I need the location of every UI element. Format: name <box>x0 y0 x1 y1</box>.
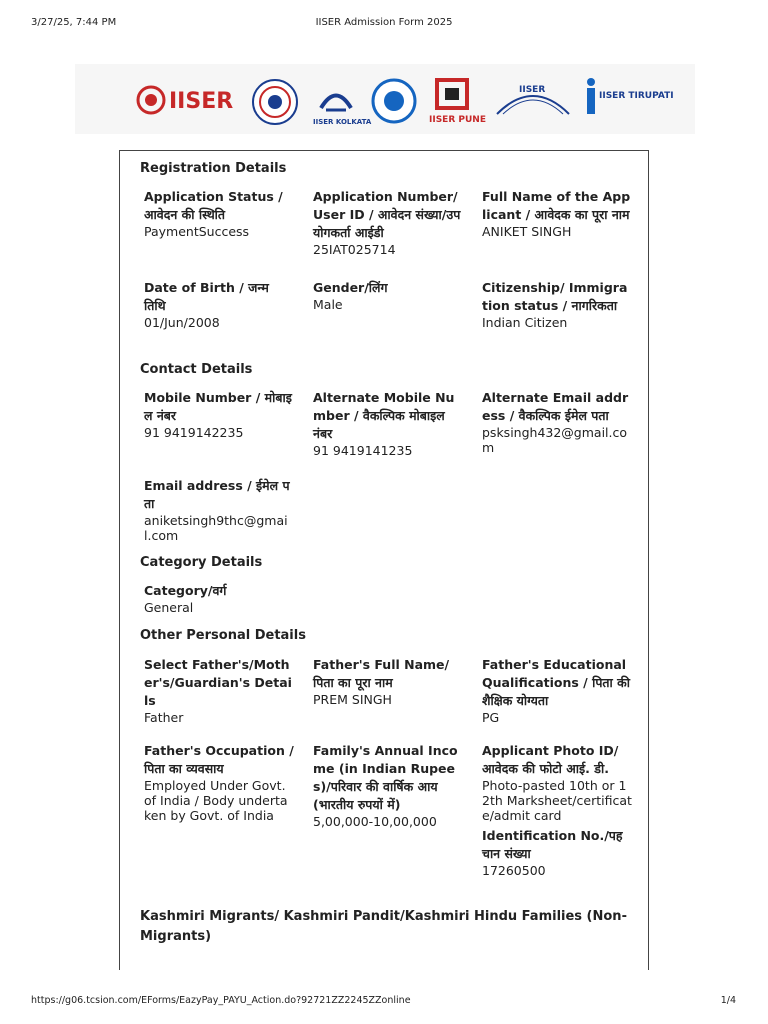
field-value: PG <box>482 710 500 725</box>
section-kashmiri-title: Kashmiri Migrants/ Kashmiri Pandit/Kashmiri Hindu Families (Non-Migrants) <box>140 909 627 944</box>
print-title: IISER Admission Form 2025 <box>315 17 453 28</box>
field-value: Photo-pasted 10th or 12th Marksheet/certificate/admit card <box>482 778 632 823</box>
field-date-of-birth <box>144 279 294 330</box>
field-label: Mobile Number / मोबाइल नंबर <box>144 390 292 423</box>
field-value: PaymentSuccess <box>144 224 250 239</box>
field-father-occupation <box>144 742 294 823</box>
field-category <box>144 582 294 615</box>
field-photo-id <box>482 742 632 878</box>
section-registration-title: Registration Details <box>140 161 287 176</box>
field-annual-income <box>313 742 463 829</box>
logo-7-text: IISER TIRUPATI <box>599 91 674 101</box>
field-label: Applicant Photo ID/ आवेदक की फोटो आई. डी. <box>482 743 619 776</box>
field-label: Family's Annual Income (in Indian Rupees)/परिवार की वार्षिक आय (भारतीय रुपयों में) <box>313 743 458 812</box>
field-value: aniketsingh9thc@gmail.com <box>144 513 288 543</box>
field-value: Employed Under Govt. of India / Body undertaken by Govt. of India <box>144 778 288 823</box>
field-label: Application Number/User ID / आवेदन संख्या/उपयोगकर्ता आईडी <box>313 189 461 240</box>
field-email <box>144 477 294 543</box>
field-label: Gender/लिंग <box>313 280 388 295</box>
field-value: Father <box>144 710 184 725</box>
page-number: 1/4 <box>720 995 736 1006</box>
field-label: Email address / ईमेल पता <box>144 478 290 511</box>
field-value: ANIKET SINGH <box>482 224 572 239</box>
registration-form <box>119 150 649 970</box>
field-label: Alternate Email address / वैकल्पिक ईमेल पता <box>482 390 629 423</box>
section-contact-title: Contact Details <box>140 362 253 377</box>
iiser-mohali-logo <box>371 78 417 128</box>
field-value: 91 9419142235 <box>144 425 244 440</box>
field-value: General <box>144 600 194 615</box>
field-mobile <box>144 389 294 440</box>
field-application-number <box>313 188 463 257</box>
iiser-pune-logo <box>427 74 486 130</box>
field-value: Indian Citizen <box>482 315 568 330</box>
print-datetime: 3/27/25, 7:44 PM <box>31 17 117 28</box>
field-father-education <box>482 656 632 725</box>
field-value: 91 9419141235 <box>313 443 413 458</box>
field-value: psksingh432@gmail.com <box>482 425 628 455</box>
iiser-kolkata-logo <box>311 78 372 130</box>
field-label: Citizenship/ Immigration status / नागरिकता <box>482 280 628 313</box>
field-guardian-select <box>144 656 294 725</box>
logo-5-text: IISER PUNE <box>429 115 486 125</box>
iiser-tirupati-logo <box>581 74 674 128</box>
logo-1-text: IISER <box>169 89 234 114</box>
field-label: Father's Educational Qualifications / पिता की शैक्षिक योग्यता <box>482 657 630 708</box>
field-value: PREM SINGH <box>313 692 392 707</box>
field-father-name <box>313 656 463 707</box>
field-alternate-mobile <box>313 389 463 458</box>
field-label: Select Father's/Mother's/Guardian's Details <box>144 657 292 708</box>
logo-3-text: IISER KOLKATA <box>313 118 372 126</box>
field-value: Male <box>313 297 343 312</box>
field-label: Category/वर्ग <box>144 583 227 598</box>
field-label: Application Status / आवेदन की स्थिति <box>144 189 283 222</box>
iiser-seal-logo <box>251 78 299 130</box>
institute-logos-banner <box>75 64 695 134</box>
field-label: Alternate Mobile Number / वैकल्पिक मोबाइल नंबर <box>313 390 455 441</box>
field-full-name <box>482 188 632 239</box>
field-label: Date of Birth / जन्म तिथि <box>144 280 269 313</box>
section-other-title: Other Personal Details <box>140 628 306 643</box>
field-id-number-label: Identification No./पहचान संख्या <box>482 828 623 861</box>
field-application-status <box>144 188 294 239</box>
field-value: 25IAT025714 <box>313 242 396 257</box>
field-label: Full Name of the Applicant / आवेदक का पूरा नाम <box>482 189 631 222</box>
print-url: https://g06.tcsion.com/EForms/EazyPay_PAYU_Action.do?92721ZZ2245ZZonline <box>31 995 411 1006</box>
field-id-number-value: 17260500 <box>482 863 546 878</box>
field-citizenship <box>482 279 632 330</box>
section-category-title: Category Details <box>140 555 263 570</box>
iiser-tvm-logo <box>493 78 573 126</box>
field-label: Father's Full Name/ पिता का पूरा नाम <box>313 657 450 690</box>
field-label: Father's Occupation / पिता का व्यवसाय <box>144 743 294 776</box>
field-alternate-email <box>482 389 632 455</box>
field-value: 5,00,000-10,00,000 <box>313 814 437 829</box>
logo-6-text: IISER <box>519 85 546 95</box>
iiser-bhopal-logo <box>135 84 247 120</box>
field-gender <box>313 279 463 312</box>
field-value: 01/Jun/2008 <box>144 315 220 330</box>
